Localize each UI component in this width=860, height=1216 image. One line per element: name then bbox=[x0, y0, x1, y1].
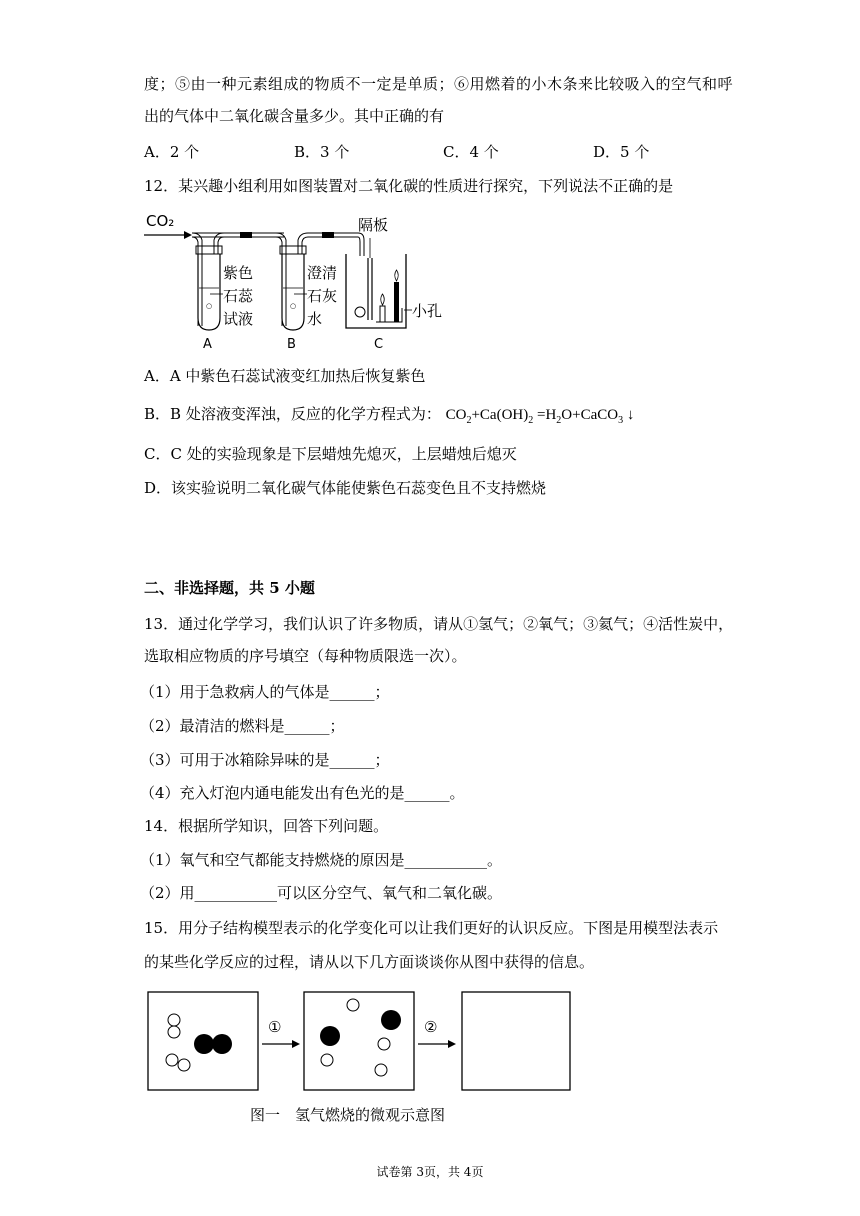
q12-stem: 12．某兴趣小组利用如图装置对二氧化碳的性质进行探究，下列说法不正确的是 bbox=[144, 177, 674, 195]
tube-b-label-2: 石灰 bbox=[307, 287, 338, 305]
q15-text-line1: 15．用分子结构模型表示的化学变化可以让我们更好的认识反应。下图是用模型法表示 bbox=[144, 919, 719, 937]
q11-option-c: C．4 个 bbox=[443, 143, 499, 161]
q12-option-d: D．该实验说明二氧化碳气体能使紫色石蕊变色且不支持燃烧 bbox=[144, 479, 547, 497]
label-b: B bbox=[287, 337, 296, 352]
q12-option-b-text: B．B 处溶液变浑浊，反应的化学方程式为： bbox=[144, 405, 441, 423]
tube-a-label-1: 紫色 bbox=[223, 264, 254, 282]
co2-apparatus-figure bbox=[144, 208, 454, 356]
q14-item-1: （1）氧气和空气都能支持燃烧的原因是___________。 bbox=[140, 851, 503, 869]
section-heading: 二、非选择题，共 5 小题 bbox=[144, 579, 315, 597]
partition-label: 隔板 bbox=[358, 216, 389, 234]
step-2-label: ② bbox=[424, 1018, 438, 1036]
q11-option-d: D．5 个 bbox=[593, 143, 650, 161]
products-box bbox=[462, 992, 570, 1090]
tube-a-label-2: 石蕊 bbox=[223, 287, 254, 305]
svg-text:○: ○ bbox=[290, 302, 297, 310]
q12-option-b bbox=[144, 404, 634, 431]
q11-text-line1: 度；⑤由一种元素组成的物质不一定是单质；⑥用燃着的小木条来比较吸入的空气和呼 bbox=[144, 75, 734, 93]
tube-b-label-3: 水 bbox=[307, 310, 323, 328]
figure-caption: 图一 氢气燃烧的微观示意图 bbox=[250, 1106, 446, 1124]
q13-item-3: （3）可用于冰箱除异味的是______； bbox=[140, 751, 390, 769]
co2-label: CO₂ bbox=[146, 212, 175, 230]
hydrogen-combustion-figure bbox=[144, 988, 584, 1128]
step-1-label: ① bbox=[268, 1018, 282, 1036]
q14-item-2: （2）用___________可以区分空气、氧气和二氧化碳。 bbox=[140, 884, 503, 902]
q13-text-line2: 选取相应物质的序号填空（每种物质限选一次）。 bbox=[144, 647, 467, 665]
q12-option-a: A．A 中紫色石蕊试液变红加热后恢复紫色 bbox=[144, 367, 426, 385]
q13-text-line1: 13．通过化学学习，我们认识了许多物质，请从①氢气；②氧气；③氦气；④活性炭中， bbox=[144, 615, 734, 633]
q12-option-b-equation: $CO_2+Ca(OH)_2$ $=H_2O+CaCO_3$ ↓ bbox=[445, 407, 635, 426]
tube-b-label-1: 澄清 bbox=[307, 264, 338, 282]
q14-stem: 14．根据所学知识，回答下列问题。 bbox=[144, 817, 389, 835]
label-a: A bbox=[203, 337, 212, 352]
label-c: C bbox=[374, 337, 384, 352]
q12-option-c: C．C 处的实验现象是下层蜡烛先熄灭，上层蜡烛后熄灭 bbox=[144, 445, 517, 463]
tube-a-label-3: 试液 bbox=[223, 310, 254, 328]
svg-text:○: ○ bbox=[206, 302, 213, 310]
hole-label: 小孔 bbox=[412, 302, 443, 320]
q13-item-4: （4）充入灯泡内通电能发出有色光的是______。 bbox=[140, 784, 465, 802]
q13-item-2: （2）最清洁的燃料是______； bbox=[140, 717, 345, 735]
q11-option-a: A．2 个 bbox=[144, 143, 200, 161]
q11-option-b: B．3 个 bbox=[294, 143, 350, 161]
page-footer: 试卷第 3页，共 4页 bbox=[376, 1165, 484, 1179]
q15-text-line2: 的某些化学反应的过程，请从以下几方面谈谈你从图中获得的信息。 bbox=[144, 953, 595, 971]
q11-text-line2: 出的气体中二氧化碳含量多少。其中正确的有 bbox=[144, 107, 445, 125]
q13-item-1: （1）用于急救病人的气体是______； bbox=[140, 683, 390, 701]
